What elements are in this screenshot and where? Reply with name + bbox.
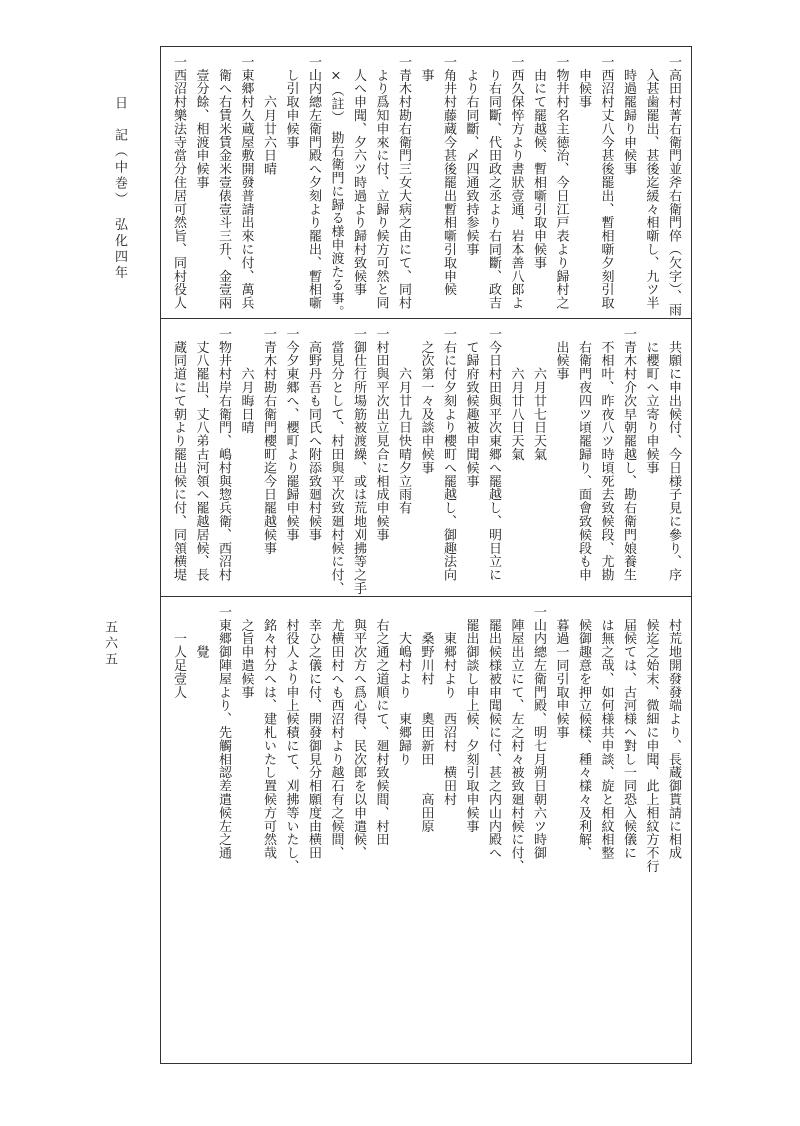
text-column: 事	[418, 55, 434, 82]
text-column: 一西沼村丈八今甚後罷出、暫相噺夕刻引取	[598, 55, 614, 310]
text-column: 罷出候様被申聞候に付、甚之内山内殿へ	[486, 605, 501, 860]
text-column: 出候事	[553, 327, 569, 381]
text-column: 一青木村勘右衛門三女大病之由にて、同村	[396, 55, 411, 310]
text-column: 覺	[193, 605, 209, 659]
text-column: 一角井村藤蔵今甚後罷出暫相噺引取申候	[441, 55, 456, 297]
text-column: 一右に付夕刻より櫻町へ罷越し、御趣法向	[441, 327, 456, 582]
running-title: 日 記（中巻） 弘化四年	[112, 96, 127, 282]
text-column: 桑野川村 奧田新田 高田原	[418, 605, 434, 833]
text-column: 當見分として、村田與平次致廻村候に付、	[328, 327, 344, 595]
text-column: 一今夕東郷へ、櫻町より罷歸申候事	[283, 327, 299, 542]
text-column: 人へ申聞、夕六ツ時過より歸村致候事	[351, 55, 366, 297]
text-frame	[160, 46, 692, 1064]
text-column: ×（註） 勘右衛門に歸る様申渡たる事。	[328, 55, 344, 319]
text-column: より爲知申來に付、立歸り候方可然と同	[373, 55, 389, 310]
text-column: 届候ては、古河様へ對し一同恐入候儀に	[621, 605, 636, 860]
text-column: 幸ひ之儀に付、開發御見分相願度由横田	[306, 605, 321, 860]
text-column: て歸府致候趣被申聞候事	[463, 327, 479, 488]
text-column: 東郷村より 西沼村 横田村	[441, 605, 456, 806]
text-column: 村役人より申上候積にて、刈拂等いたし、	[283, 605, 299, 873]
text-column: 一東郷村久蔵屋敷開發普請出來に付、萬兵	[238, 55, 254, 310]
text-column: 一村田與平次出立見合に相成申候事	[373, 327, 389, 542]
text-column: 一物井村岸右衛門、嶋村與惣兵衛、西沼村	[216, 327, 231, 582]
text-column: 村荒地開發發端より、長蔵御貰請に相成	[666, 605, 681, 860]
text-column: 高野丹吾も同氏へ附添致廻村候事	[306, 327, 321, 542]
text-column: 暮過一同引取申候事	[553, 605, 569, 739]
text-column: 右之通之道順にて、廻村致候間、村田	[373, 605, 389, 847]
text-column: 六月廿八日天氣	[508, 327, 524, 461]
text-column: 一青木村勘右衛門櫻町迄今日罷越候事	[261, 327, 276, 555]
text-column: 一東郷御陣屋より、先觸相認差遣候左之通	[216, 605, 231, 860]
text-column: 六月廿七日天氣	[531, 327, 546, 461]
text-block-middle	[161, 319, 691, 597]
text-column: 丈八罷出、丈八弟古河領へ罷越居候、長	[193, 327, 209, 582]
text-column: 大嶋村より 東郷歸り	[396, 605, 411, 766]
text-column: 一高田村菁右衛門並斧右衛門倅（欠字）、雨	[666, 55, 681, 317]
text-column: 之次第一々及談申候事	[418, 327, 434, 475]
text-column: 銘々村分へは、建札いたし置候方可然哉	[261, 605, 276, 860]
page-number: 五六五	[102, 620, 117, 668]
text-column: 一西久保悴方より書狀壹通、岩本善八郎よ	[508, 55, 524, 310]
text-column: 時過罷歸り申候事	[621, 55, 636, 176]
text-column: 不相叶、昨夜八ツ時頃死去致候段、尤勘	[598, 327, 614, 582]
text-column: 右衛門夜四ツ頃罷歸り、面會致候段も申	[576, 327, 591, 582]
text-column: 一物井村名主徳治、今日江戸表より歸村之	[553, 55, 569, 310]
text-column: 申候事	[576, 55, 591, 109]
text-column: 一青木村介次早朝罷越し、勘右衛門娘養生	[621, 327, 636, 582]
text-column: 一山内總左衛門殿へ夕刻より罷出、暫相噺	[306, 55, 321, 310]
text-column: 一西沼村樂法寺當分住居可然旨、同村役人	[171, 55, 186, 310]
text-column: 入甚歯罷出、甚後迄緩々相噺し、九ツ半	[643, 55, 659, 310]
text-column: 陣屋出立にて、左之村々被致廻村候に付、	[508, 605, 524, 873]
text-column: 六月晦日晴	[238, 327, 254, 435]
text-column: は無之哉、如何様共申談、旋と相紋相整	[598, 605, 614, 860]
text-column: し引取申候事	[283, 55, 299, 149]
text-column: 蔵同道にて朝より罷出候に付、同領横堤	[171, 327, 186, 582]
text-block-upper	[161, 47, 691, 319]
text-column: 六月廿九日快晴夕立雨有	[396, 327, 411, 515]
text-column: 罷出御談し申上候、夕刻引取申候事	[463, 605, 479, 833]
text-column: に櫻町へ立寄り申候事	[643, 327, 659, 475]
text-column: 與平次方へ爲心得、民次郎を以申遣候、	[351, 605, 366, 860]
text-column: 之旨申遣候事	[238, 605, 254, 699]
text-column: 一人足壹人	[171, 605, 186, 699]
text-column: 候御趣意を押立候樣、種々樣々及利解、	[576, 605, 591, 860]
text-column: 衛へ右賃米賃金米壹俵壹斗三升、金壹兩	[216, 55, 231, 310]
text-column: 六月廿六日晴	[261, 55, 276, 176]
text-column: 一御仕行所場筋被渡繰、或は荒地刈拂等之手	[351, 327, 366, 595]
text-column: 一山内總左衛門殿、明七月朔日朝六ツ時御	[531, 605, 546, 860]
text-column: 共願に申出候付、今日様子見に參り、序	[666, 327, 681, 582]
text-column: 一今日村田與平次東郷へ罷越し、明日立に	[486, 327, 501, 582]
text-column: 尤横田村へも西沼村より越石有之候間、	[328, 605, 344, 860]
text-column: り右同斷、代田政之丞より右同斷、政吉	[486, 55, 501, 310]
text-column: より右同斷、〆四通致持参候事	[463, 55, 479, 256]
text-block-lower	[161, 597, 691, 1062]
text-column: 由にて罷越候、暫相噺引取申候事	[531, 55, 546, 270]
text-column: 壹分餘、相渡申候事	[193, 55, 209, 189]
text-column: 候迄之始末、微細に申聞、此上相紋方不行	[643, 605, 659, 873]
